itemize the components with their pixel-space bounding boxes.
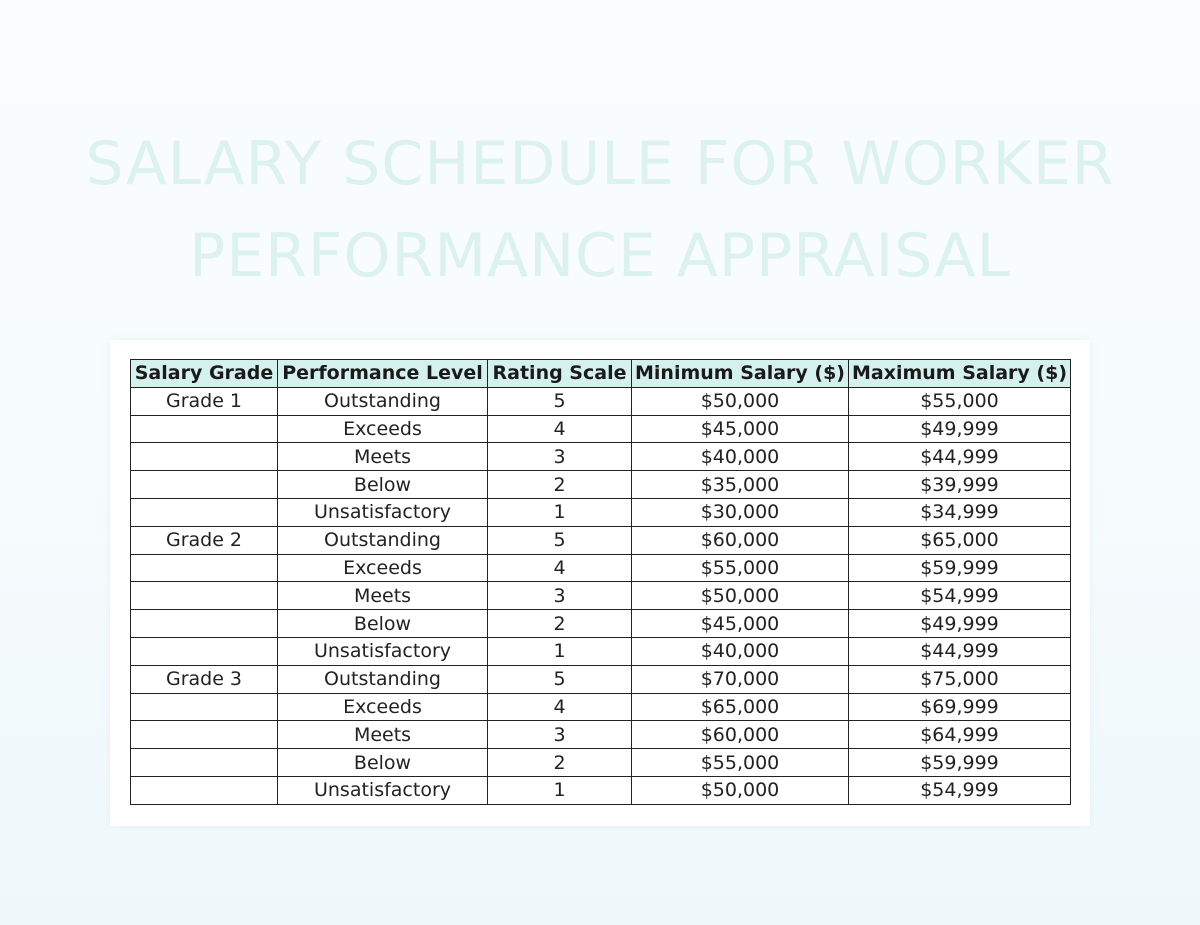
maximum-salary-cell: $44,999 <box>849 637 1071 665</box>
minimum-salary-cell: $45,000 <box>632 610 849 638</box>
salary-schedule-table <box>130 359 1071 805</box>
table-row <box>131 471 1071 499</box>
maximum-salary-cell: $55,000 <box>849 387 1071 415</box>
maximum-salary-cell: $69,999 <box>849 693 1071 721</box>
performance-level-cell: Below <box>278 610 488 638</box>
maximum-salary-cell: $49,999 <box>849 415 1071 443</box>
maximum-salary-cell: $49,999 <box>849 610 1071 638</box>
salary-grade-cell <box>131 554 278 582</box>
maximum-salary-cell: $59,999 <box>849 749 1071 777</box>
salary-grade-cell <box>131 693 278 721</box>
salary-grade-cell <box>131 582 278 610</box>
rating-scale-cell: 1 <box>488 498 632 526</box>
minimum-salary-cell: $50,000 <box>632 387 849 415</box>
table-row <box>131 665 1071 693</box>
page-title-line-2: PERFORMANCE APPRAISAL <box>189 221 1011 291</box>
salary-grade-cell <box>131 443 278 471</box>
salary-grade-cell <box>131 498 278 526</box>
performance-level-cell: Below <box>278 471 488 499</box>
maximum-salary-cell: $54,999 <box>849 776 1071 804</box>
performance-level-cell: Outstanding <box>278 387 488 415</box>
performance-level-cell: Meets <box>278 443 488 471</box>
table-row <box>131 693 1071 721</box>
minimum-salary-cell: $40,000 <box>632 637 849 665</box>
maximum-salary-cell: $59,999 <box>849 554 1071 582</box>
header-row <box>131 360 1071 388</box>
salary-grade-cell <box>131 637 278 665</box>
table-row <box>131 749 1071 777</box>
maximum-salary-cell: $64,999 <box>849 721 1071 749</box>
performance-level-cell: Unsatisfactory <box>278 776 488 804</box>
minimum-salary-cell: $65,000 <box>632 693 849 721</box>
maximum-salary-cell: $34,999 <box>849 498 1071 526</box>
minimum-salary-cell: $35,000 <box>632 471 849 499</box>
table-row <box>131 637 1071 665</box>
minimum-salary-cell: $50,000 <box>632 582 849 610</box>
salary-grade-cell <box>131 610 278 638</box>
rating-scale-cell: 4 <box>488 554 632 582</box>
table-row <box>131 498 1071 526</box>
salary-grade-cell <box>131 721 278 749</box>
rating-scale-cell: 3 <box>488 582 632 610</box>
performance-level-cell: Meets <box>278 721 488 749</box>
maximum-salary-cell: $39,999 <box>849 471 1071 499</box>
rating-scale-cell: 2 <box>488 471 632 499</box>
salary-grade-cell <box>131 415 278 443</box>
rating-scale-cell: 5 <box>488 526 632 554</box>
maximum-salary-cell: $54,999 <box>849 582 1071 610</box>
performance-level-cell: Exceeds <box>278 693 488 721</box>
maximum-salary-cell: $44,999 <box>849 443 1071 471</box>
minimum-salary-cell: $60,000 <box>632 721 849 749</box>
table-row <box>131 415 1071 443</box>
performance-level-cell: Unsatisfactory <box>278 498 488 526</box>
performance-level-cell: Outstanding <box>278 526 488 554</box>
column-header-rating-scale: Rating Scale <box>488 360 632 388</box>
table-card <box>110 340 1090 826</box>
performance-level-cell: Unsatisfactory <box>278 637 488 665</box>
minimum-salary-cell: $70,000 <box>632 665 849 693</box>
table-row <box>131 554 1071 582</box>
column-header-salary-grade: Salary Grade <box>131 360 278 388</box>
rating-scale-cell: 3 <box>488 721 632 749</box>
performance-level-cell: Below <box>278 749 488 777</box>
salary-grade-cell <box>131 471 278 499</box>
minimum-salary-cell: $60,000 <box>632 526 849 554</box>
table-row <box>131 526 1071 554</box>
minimum-salary-cell: $55,000 <box>632 749 849 777</box>
minimum-salary-cell: $40,000 <box>632 443 849 471</box>
table-body <box>131 387 1071 804</box>
table-row <box>131 610 1071 638</box>
performance-level-cell: Exceeds <box>278 415 488 443</box>
salary-grade-cell <box>131 749 278 777</box>
page-title <box>0 118 1200 302</box>
salary-grade-cell: Grade 2 <box>131 526 278 554</box>
rating-scale-cell: 3 <box>488 443 632 471</box>
rating-scale-cell: 1 <box>488 776 632 804</box>
rating-scale-cell: 4 <box>488 693 632 721</box>
rating-scale-cell: 5 <box>488 387 632 415</box>
salary-grade-cell: Grade 3 <box>131 665 278 693</box>
performance-level-cell: Outstanding <box>278 665 488 693</box>
salary-grade-cell <box>131 776 278 804</box>
column-header-minimum-salary: Minimum Salary ($) <box>632 360 849 388</box>
minimum-salary-cell: $30,000 <box>632 498 849 526</box>
rating-scale-cell: 4 <box>488 415 632 443</box>
page-title-line-1: SALARY SCHEDULE FOR WORKER <box>85 129 1115 199</box>
maximum-salary-cell: $75,000 <box>849 665 1071 693</box>
table-row <box>131 721 1071 749</box>
performance-level-cell: Meets <box>278 582 488 610</box>
rating-scale-cell: 1 <box>488 637 632 665</box>
table-row <box>131 387 1071 415</box>
rating-scale-cell: 2 <box>488 749 632 777</box>
table-row <box>131 443 1071 471</box>
rating-scale-cell: 5 <box>488 665 632 693</box>
table-row <box>131 582 1071 610</box>
table-row <box>131 776 1071 804</box>
salary-grade-cell: Grade 1 <box>131 387 278 415</box>
column-header-maximum-salary: Maximum Salary ($) <box>849 360 1071 388</box>
column-header-performance-level: Performance Level <box>278 360 488 388</box>
maximum-salary-cell: $65,000 <box>849 526 1071 554</box>
minimum-salary-cell: $50,000 <box>632 776 849 804</box>
rating-scale-cell: 2 <box>488 610 632 638</box>
minimum-salary-cell: $45,000 <box>632 415 849 443</box>
performance-level-cell: Exceeds <box>278 554 488 582</box>
minimum-salary-cell: $55,000 <box>632 554 849 582</box>
